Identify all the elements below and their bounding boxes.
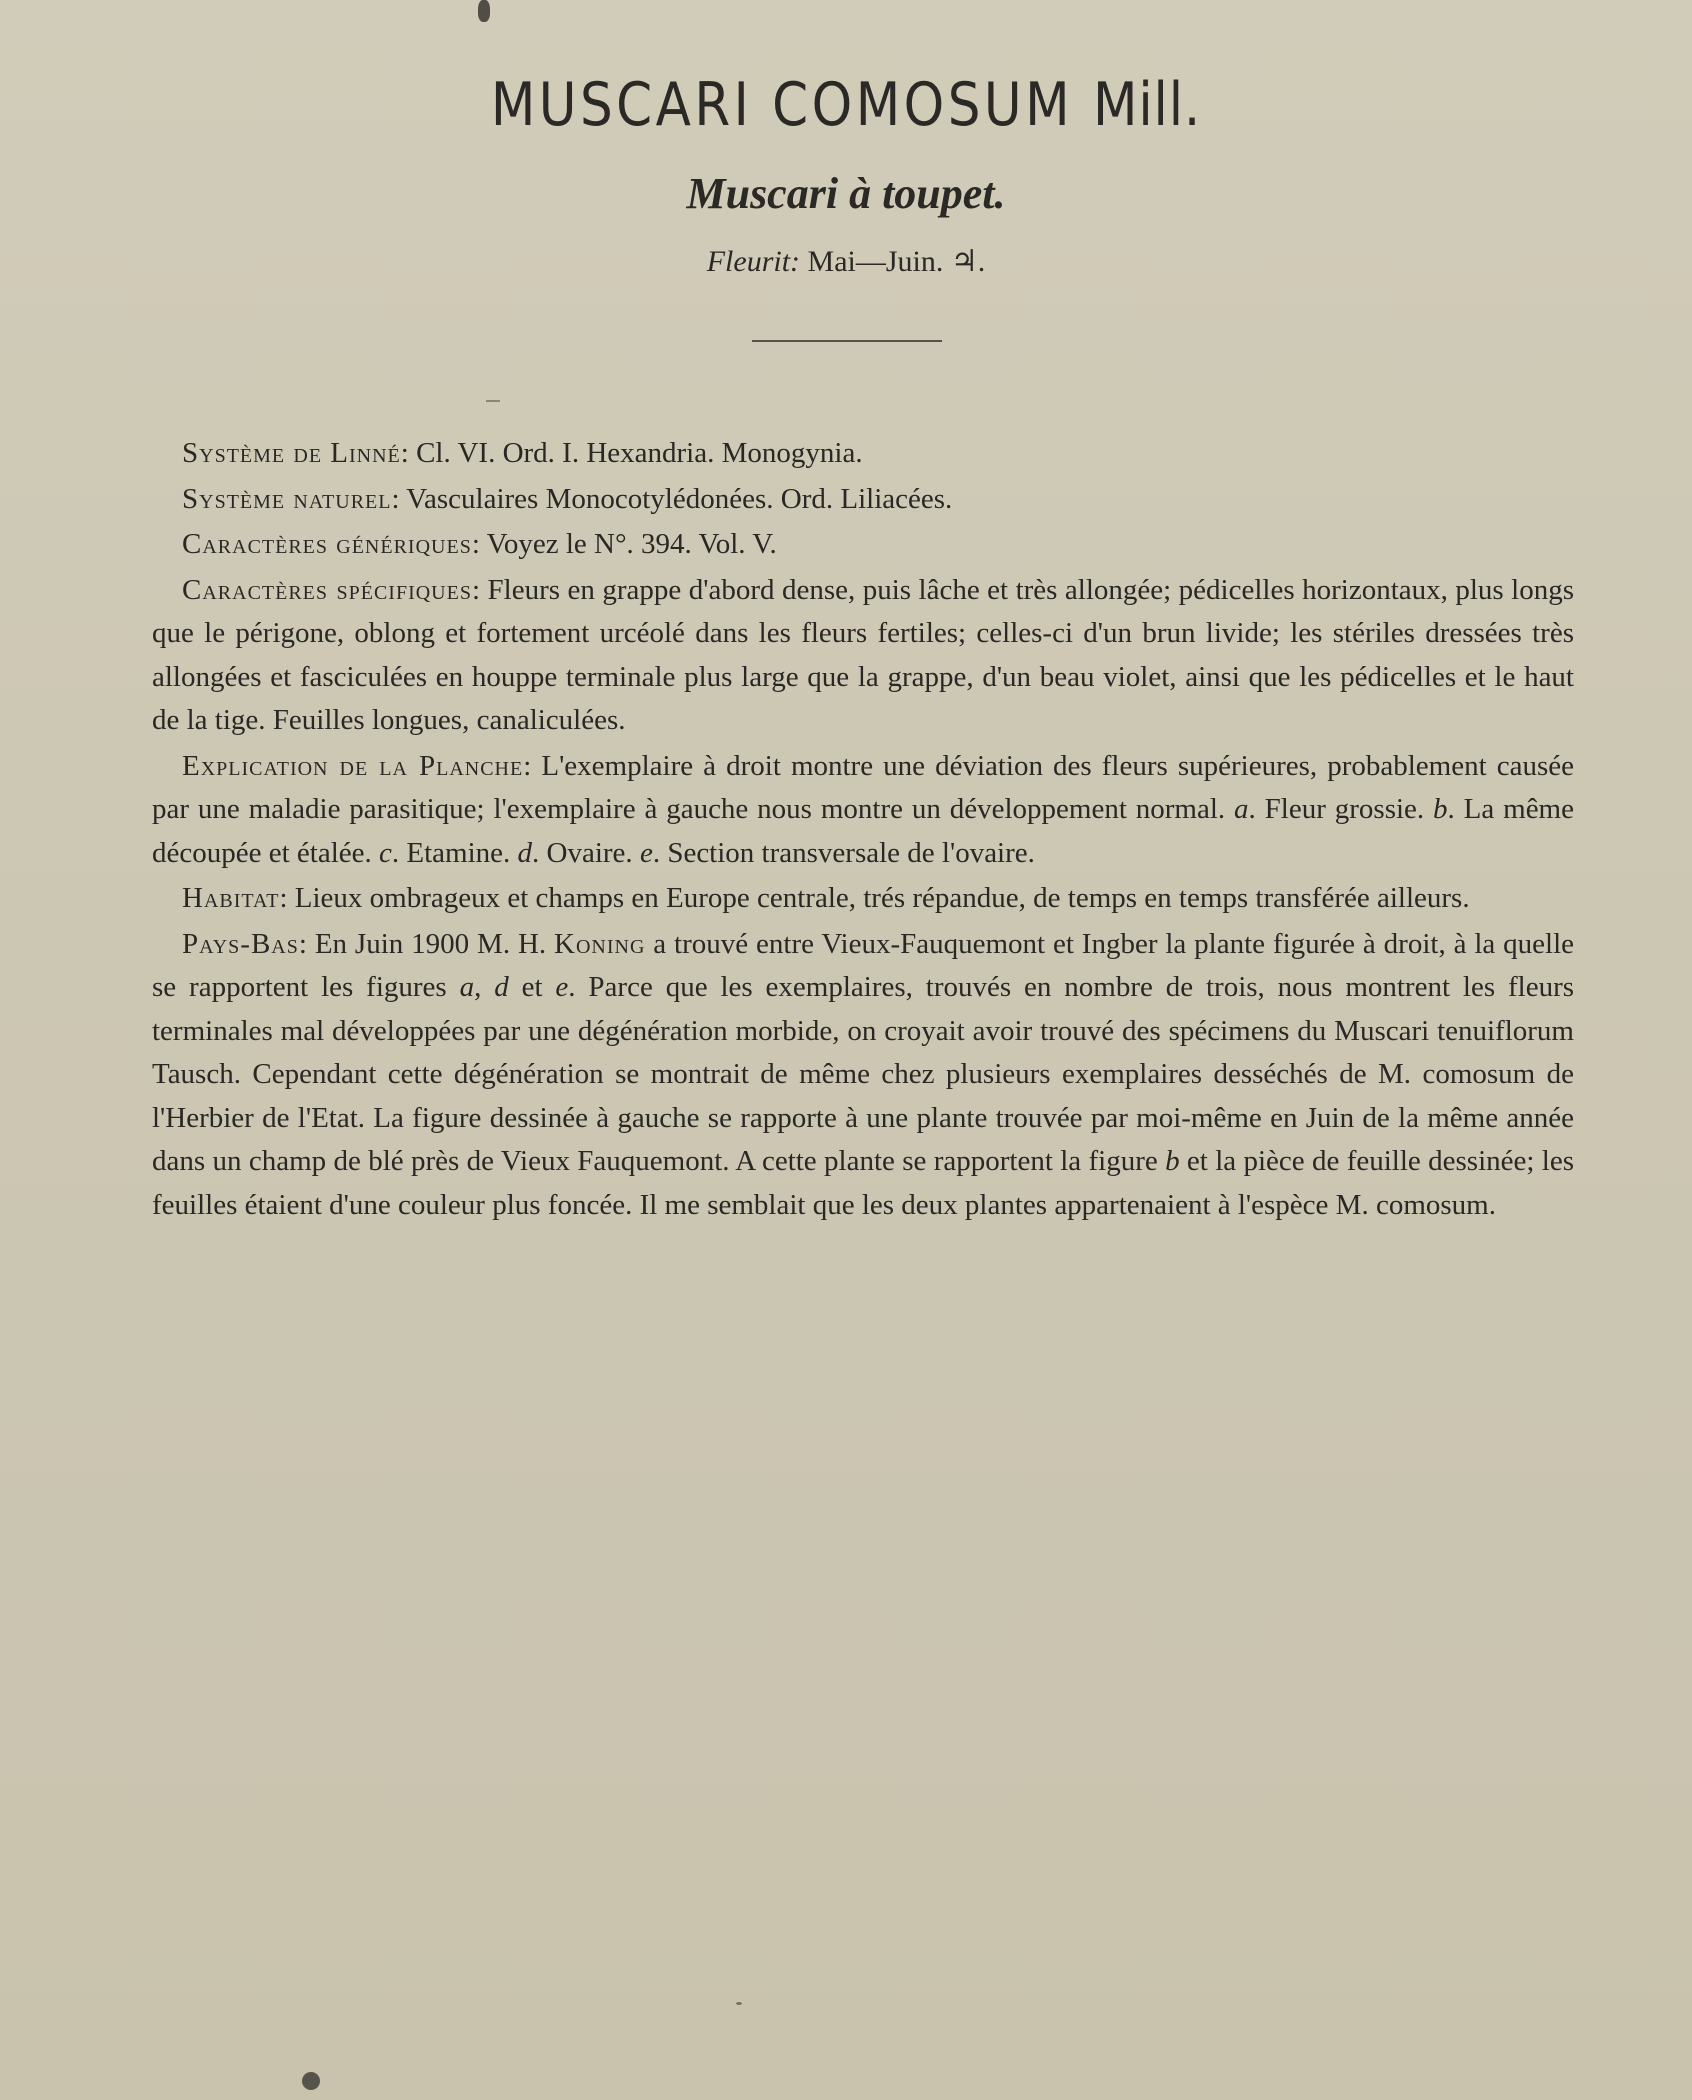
section-text: Lieux ombrageux et champs en Europe centrale, trés répandue, de temps en temps transférée ailleurs. xyxy=(294,882,1470,914)
figure-ref: e xyxy=(639,836,653,869)
section-text: . Parce que les exemplaires, trouvés en nombre de trois, nous montrent les fleurs terminales mal développées par une dégénération morbide, on croyait avoir trouvé des spécimens du Muscari tenuiflorum Tausch. Cependant cette dégénération se montrait de même chez plusieurs exemplaires desséchés de M. comosum de l'Herbier de l'Etat. La figure dessinée à gauche se rapporte à une plante trouvée par moi-même en Juin de la même année dans un champ de blé près de Vieux Fauquemont. A cette plante se rapportent la figure xyxy=(152,971,1575,1177)
section-label: Système de Linné xyxy=(182,437,401,469)
paragraph-habitat: Habitat: Lieux ombrageux et champs en Europe centrale, trés répandue, de temps en temps transférée ailleurs. xyxy=(182,882,1470,914)
section-text: Vasculaires Monocotylédonées. Ord. Liliacées. xyxy=(406,482,953,515)
section-label: Caractères spécifiques xyxy=(182,573,472,606)
paragraph-linne: Système de Linné: Cl. VI. Ord. I. Hexandria. Monogynia. xyxy=(182,437,863,469)
section-text: . Etamine. xyxy=(391,836,518,869)
figure-ref: b xyxy=(1165,1145,1180,1177)
paragraph-specifiques: Caractères spécifiques: Fleurs en grappe d'abord dense, puis lâche et très allongée; pédicelles horizontaux, plus longs que le périgone, oblong et fortement urcéolé dans les fleurs fertiles; celles-ci d'un brun livide; les stériles dressées très allongées et fasciculées en houppe terminale plus large que la grappe, d'un beau violet, ainsi que les pédicelles et le haut de la tige. Feuilles longues, canaliculées. xyxy=(152,573,1575,736)
section-text: . Section transversale de l'ovaire. xyxy=(652,836,1035,869)
figure-ref: d xyxy=(494,971,509,1003)
flowering-value: Mai—Juin. ♃. xyxy=(807,245,986,278)
header-rule xyxy=(752,340,942,342)
section-text: . Ovaire. xyxy=(532,836,640,869)
figure-ref: a xyxy=(1234,793,1249,825)
species-name: MUSCARI COMOSUM xyxy=(490,70,1074,140)
person-name: Koning xyxy=(554,927,646,960)
section-text: L'exemplaire à droit montre une déviation des fleurs supérieures, probablement causée par une maladie parasitique; l'exemplaire à gauche nous montre un développement normal. xyxy=(152,749,1574,825)
section-text: , xyxy=(474,971,495,1003)
section-text: Voyez le N°. 394. Vol. V. xyxy=(486,528,777,560)
section-text: a trouvé entre Vieux-Fauquemont et Ingber la plante figurée à droit, à la quelle se rapportent les figures xyxy=(152,927,1575,1003)
species-author: Mill. xyxy=(1092,70,1202,140)
ink-spot xyxy=(736,2002,742,2005)
page-title xyxy=(118,70,1573,140)
section-text: et la pièce de feuille dessinée; les feuilles étaient d'une couleur plus foncée. Il me semblait que les deux plantes appartenaient à l'espèce M. comosum. xyxy=(152,1145,1574,1221)
section-text: En Juin 1900 M. H. xyxy=(314,927,555,960)
section-label: Habitat xyxy=(182,882,280,914)
paragraph-explication: Explication de la Planche: L'exemplaire à droit montre une déviation des fleurs supérieures, probablement causée par une maladie parasitique; l'exemplaire à gauche nous montre un développement normal. a. Fleur grossie. b. La même découpée et étalée. c. Etamine. d. Ovaire. e. Section transversale de l'ovaire. xyxy=(152,749,1574,869)
flowering-line xyxy=(0,244,1692,279)
paragraph-naturel: Système naturel: Vasculaires Monocotylédonées. Ord. Liliacées. xyxy=(182,482,953,515)
section-label: Explication de la Planche xyxy=(182,749,524,782)
section-text: Fleurs en grappe d'abord dense, puis lâche et très allongée; pédicelles horizontaux, plus longs que le périgone, oblong et fortement urcéolé dans les fleurs fertiles; celles-ci d'un brun livide; les stériles dressées très allongées et fasciculées en houppe terminale plus large que la grappe, d'un beau violet, ainsi que les pédicelles et le haut de la tige. Feuilles longues, canaliculées. xyxy=(152,573,1575,736)
section-text: et xyxy=(508,971,556,1003)
section-text: . La même découpée et étalée. xyxy=(152,793,1574,869)
figure-ref: e xyxy=(555,971,569,1003)
common-name: Muscari à toupet. xyxy=(686,169,1006,218)
section-text: . Fleur grossie. xyxy=(1248,793,1434,825)
figure-ref: a xyxy=(459,971,475,1003)
section-label: Système naturel xyxy=(182,482,392,515)
figure-ref: d xyxy=(517,836,533,869)
section-label: Pays-Bas xyxy=(182,927,299,960)
figure-ref: c xyxy=(379,836,392,869)
ink-spot xyxy=(302,2072,320,2090)
flowering-label: Fleurit: xyxy=(706,245,801,278)
section-label: Caractères génériques xyxy=(182,528,472,560)
description-body xyxy=(152,432,1574,1229)
ink-spot xyxy=(478,0,490,22)
paragraph-pays-bas: Pays-Bas: En Juin 1900 M. H. Koning a trouvé entre Vieux-Fauquemont et Ingber la plante figurée à droit, à la quelle se rapportent les figures a, d et e. Parce que les exemplaires, trouvés en nombre de trois, nous montrent les fleurs terminales mal développées par une dégénération morbide, on croyait avoir trouvé des spécimens du Muscari tenuiflorum Tausch. Cependant cette dégénération se montrait de même chez plusieurs exemplaires desséchés de M. comosum de l'Herbier de l'Etat. La figure dessinée à gauche se rapporte à une plante trouvée par moi-même en Juin de la même année dans un champ de blé près de Vieux Fauquemont. A cette plante se rapportent la figure b et la pièce de feuille dessinée; les feuilles étaient d'une couleur plus foncée. Il me semblait que les deux plantes appartenaient à l'espèce M. comosum. xyxy=(152,927,1575,1221)
section-text: Cl. VI. Ord. I. Hexandria. Monogynia. xyxy=(416,437,863,469)
paragraph-generiques: Caractères génériques: Voyez le N°. 394. Vol. V. xyxy=(182,528,777,560)
figure-ref: b xyxy=(1433,793,1448,825)
stray-mark xyxy=(486,400,500,402)
